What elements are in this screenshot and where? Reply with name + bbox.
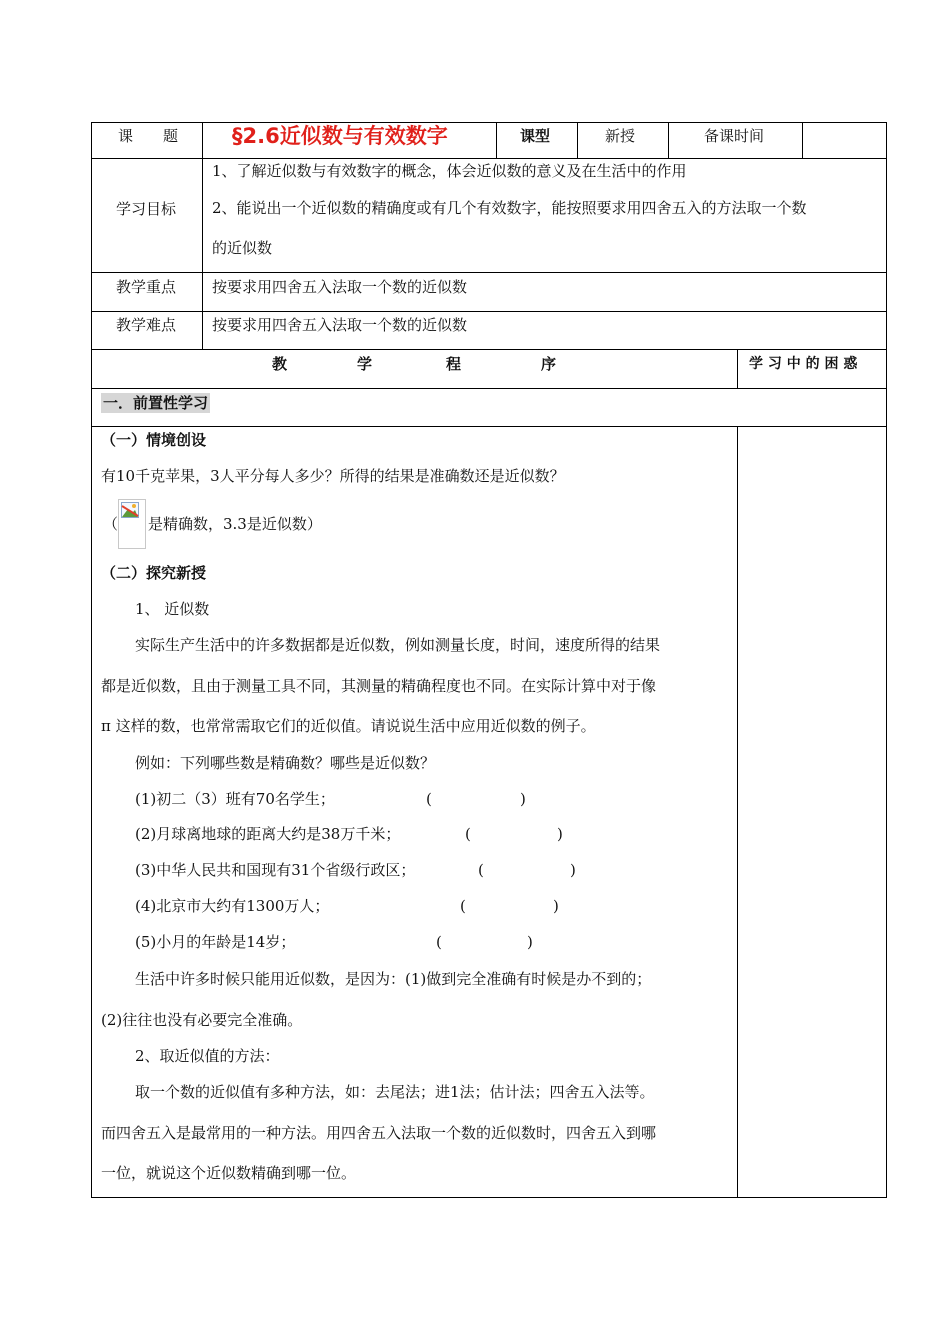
program-char-2: 学 xyxy=(357,355,373,373)
course-title: §2.6近似数与有效数字 xyxy=(232,124,448,148)
situation-answer-open: （ xyxy=(103,515,119,533)
example-5-close: ) xyxy=(527,933,533,951)
program-char-3: 程 xyxy=(446,355,462,373)
example-3-open: ( xyxy=(478,861,484,879)
example-1-close: ) xyxy=(520,790,526,808)
course-label: 课 题 xyxy=(118,127,179,145)
key-point-text: 按要求用四舍五入法取一个数的近似数 xyxy=(212,278,468,296)
goals-label: 学习目标 xyxy=(116,200,177,218)
paragraph-1-line-1: 实际生产生活中的许多数据都是近似数，例如测量长度，时间，速度所得的结果 xyxy=(135,636,661,654)
explore-title: （二）探究新授 xyxy=(101,564,207,582)
example-5: (5)小月的年龄是14岁； xyxy=(135,933,296,951)
pre-study-heading xyxy=(101,396,210,411)
example-3: (3)中华人民共和国现有31个省级行政区； xyxy=(135,861,416,879)
program-char-1: 教 xyxy=(272,355,288,373)
prep-time-label: 备课时间 xyxy=(704,127,765,145)
confusion-label: 学 习 中 的 困 惑 xyxy=(749,356,858,372)
difficulty-label: 教学难点 xyxy=(116,316,177,334)
broken-image-icon xyxy=(118,499,146,549)
example-4-open: ( xyxy=(460,897,466,915)
example-3-close: ) xyxy=(570,861,576,879)
type-label: 课型 xyxy=(520,127,551,145)
key-point-label: 教学重点 xyxy=(116,278,177,296)
approx-title: 1、 近似数 xyxy=(135,600,210,618)
example-1: (1)初二（3）班有70名学生； xyxy=(135,790,335,808)
reason-line-1: 生活中许多时候只能用近似数，是因为：(1)做到完全准确有时候是办不到的； xyxy=(135,970,652,988)
situation-answer: 是精确数，3.3是近似数） xyxy=(148,515,322,533)
example-2: (2)月球离地球的距离大约是38万千米； xyxy=(135,825,401,843)
method-title: 2、取近似值的方法： xyxy=(135,1047,280,1065)
goals-line-3: 的近似数 xyxy=(212,239,273,257)
example-5-open: ( xyxy=(436,933,442,951)
method-line-2: 而四舍五入是最常用的一种方法。用四舍五入法取一个数的近似数时，四舍五入到哪 xyxy=(101,1124,657,1142)
situation-question: 有10千克苹果，3人平分每人多少？所得的结果是准确数还是近似数？ xyxy=(101,467,565,485)
pre-study-text: 一．前置性学习 xyxy=(103,394,209,412)
example-1-open: ( xyxy=(426,790,432,808)
method-line-1: 取一个数的近似值有多种方法，如：去尾法；进1法；估计法；四舍五入法等。 xyxy=(135,1083,655,1101)
difficulty-text: 按要求用四舍五入法取一个数的近似数 xyxy=(212,316,468,334)
reason-line-2: (2)往往也没有必要完全准确。 xyxy=(101,1011,303,1029)
method-line-3: 一位，就说这个近似数精确到哪一位。 xyxy=(101,1164,357,1182)
example-4-close: ) xyxy=(553,897,559,915)
example-2-open: ( xyxy=(465,825,471,843)
example-4: (4)北京市大约有1300万人； xyxy=(135,897,330,915)
paragraph-1-line-3: π 这样的数，也常常需取它们的近似值。请说说生活中应用近似数的例子。 xyxy=(101,717,596,735)
goals-line-1: 1、了解近似数与有效数字的概念，体会近似数的意义及在生活中的作用 xyxy=(212,162,687,180)
program-char-4: 序 xyxy=(541,355,557,373)
paragraph-1-line-2: 都是近似数，且由于测量工具不同，其测量的精确程度也不同。在实际计算中对于像 xyxy=(101,677,657,695)
goals-line-2: 2、能说出一个近似数的精确度或有几个有效数字，能按照要求用四舍五入的方法取一个数 xyxy=(212,199,807,217)
type-value: 新授 xyxy=(605,127,636,145)
situation-title: （一）情境创设 xyxy=(101,431,207,449)
example-2-close: ) xyxy=(557,825,563,843)
example-intro: 例如：下列哪些数是精确数？哪些是近似数？ xyxy=(135,754,436,772)
